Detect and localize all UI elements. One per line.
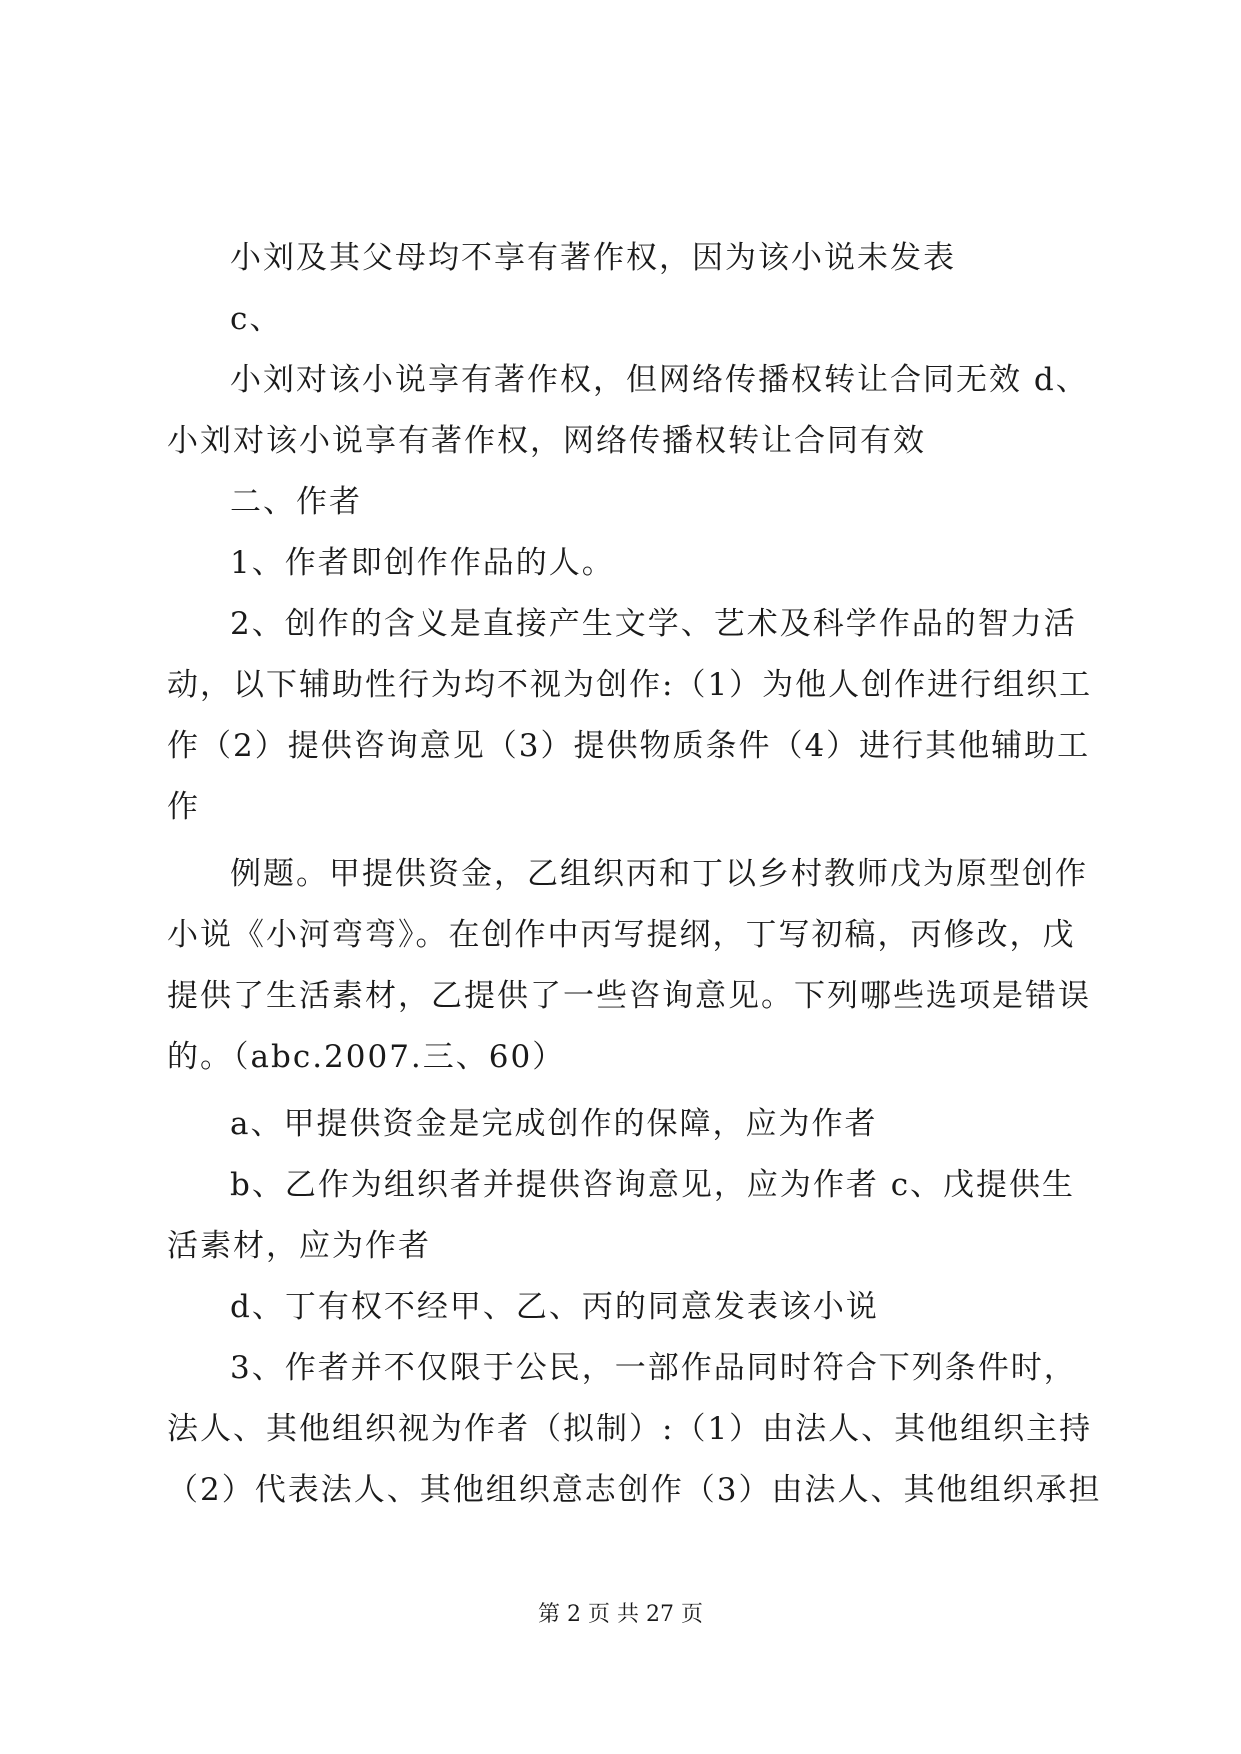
text-line-2: c、 [230,301,283,337]
text-line-3: 小刘对该小说享有著作权，但网络传播权转让合同无效 d、 [230,362,1089,398]
text-line-17: 活素材，应为作者 [167,1228,431,1264]
text-line-10: 作 [167,789,200,825]
page-footer: 第 2 页 共 27 页 [538,1602,703,1627]
text-line-8: 动，以下辅助性行为均不视为创作:（1）为他人创作进行组织工 [167,667,1093,703]
text-line-6: 1、作者即创作作品的人。 [230,545,615,581]
text-line-21: （2）代表法人、其他组织意志创作（3）由法人、其他组织承担 [167,1472,1102,1508]
text-line-20: 法人、其他组织视为作者（拟制）:（1）由法人、其他组织主持 [167,1411,1093,1447]
text-line-4: 小刘对该小说享有著作权，网络传播权转让合同有效 [167,423,926,459]
text-line-11: 例题。甲提供资金，乙组织丙和丁以乡村教师戊为原型创作 [230,856,1088,892]
text-line-7: 2、创作的含义是直接产生文学、艺术及科学作品的智力活 [230,606,1077,642]
text-line-12: 小说《小河弯弯》。在创作中丙写提纲，丁写初稿，丙修改，戊 [167,917,1076,953]
text-line-18: d、丁有权不经甲、乙、丙的同意发表该小说 [230,1289,879,1325]
text-line-16: b、乙作为组织者并提供咨询意见，应为作者 c、戊提供生 [230,1167,1076,1203]
section-heading-authors: 二、作者 [230,484,362,520]
text-line-9: 作（2）提供咨询意见（3）提供物质条件（4）进行其他辅助工 [167,728,1091,764]
text-line-1: 小刘及其父母均不享有著作权，因为该小说未发表 [230,240,956,276]
text-line-15: a、甲提供资金是完成创作的保障，应为作者 [230,1106,878,1142]
text-line-14: 的。（abc.2007.三、60） [167,1039,566,1075]
text-line-13: 提供了生活素材，乙提供了一些咨询意见。下列哪些选项是错误 [167,978,1091,1014]
text-line-19: 3、作者并不仅限于公民，一部作品同时符合下列条件时， [230,1350,1077,1386]
